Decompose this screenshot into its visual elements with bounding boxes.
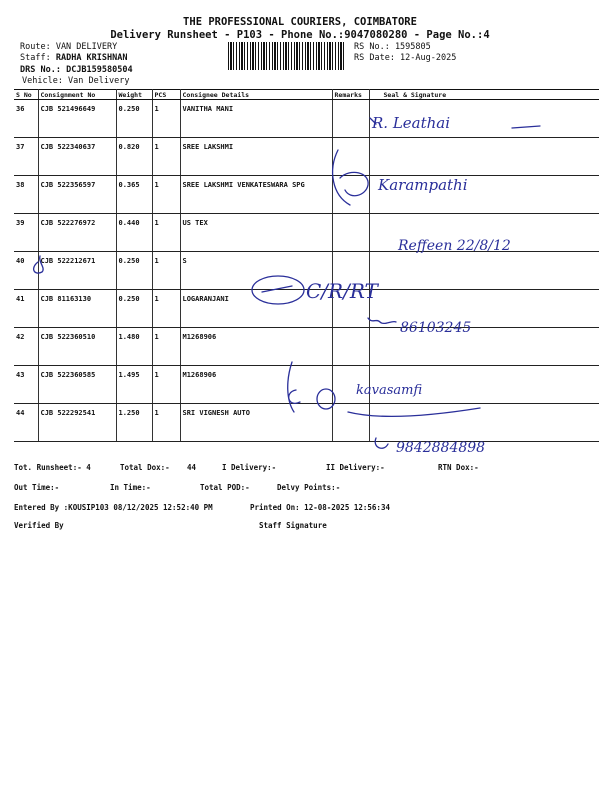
cell-pcs: 1: [152, 252, 180, 290]
cell-consignment: CJB 522360585: [38, 366, 116, 404]
signature-row-41: 86103245: [400, 320, 472, 336]
cell-consignee: M1268906: [180, 328, 332, 366]
signature-scribble: [375, 438, 388, 448]
cell-consignment: CJB 522360510: [38, 328, 116, 366]
cell-consignee: S: [180, 252, 332, 290]
cell-sno: 42: [14, 328, 38, 366]
cell-consignment: CJB 522356597: [38, 176, 116, 214]
rs-no: RS No.: 1595805: [354, 42, 431, 52]
col-consignment: Consignment No: [38, 90, 116, 100]
staff-label: Staff:: [20, 53, 51, 63]
cell-consignee: VANITHA MANI: [180, 100, 332, 138]
cell-sno: 40: [14, 252, 38, 290]
drs-label: DRS No.:: [20, 65, 61, 75]
cell-consignment: CJB 81163130: [38, 290, 116, 328]
stamp-row-40: C/R/RT: [306, 279, 378, 303]
col-consignee: Consignee Details: [180, 90, 332, 100]
verified-by: Verified By: [14, 521, 64, 530]
entered-by: Entered By :KOUSIP103 08/12/2025 12:52:40 PM: [14, 503, 213, 512]
cell-sno: 37: [14, 138, 38, 176]
signature-flourish: [348, 408, 480, 416]
rtn-dox: RTN Dox:-: [438, 463, 479, 472]
staff-signature: Staff Signature: [259, 521, 327, 530]
signature-row-36: R. Leathai: [372, 114, 451, 132]
printed-on: Printed On: 12-08-2025 12:56:34: [250, 503, 390, 512]
total-dox-value: 44: [187, 463, 197, 472]
vehicle-line: Vehicle: Van Delivery: [22, 76, 130, 86]
ii-delivery: II Delivery:-: [326, 463, 385, 472]
col-pcs: PCS: [152, 90, 180, 100]
cell-pcs: 1: [152, 176, 180, 214]
stamp-stroke: [262, 286, 292, 292]
cell-sno: 38: [14, 176, 38, 214]
row-40-mark: [34, 256, 43, 273]
rs-date: RS Date: 12-Aug-2025: [354, 53, 457, 63]
i-delivery: I Delivery:-: [222, 463, 277, 472]
total-runsheet: Tot. Runsheet:- 4: [14, 463, 91, 472]
cell-weight: 0.365: [116, 176, 152, 214]
cell-weight: 0.820: [116, 138, 152, 176]
cell-weight: 0.250: [116, 100, 152, 138]
cell-consignee: SREE LAKSHMI VENKATESWARA SPG: [180, 176, 332, 214]
signature-scribble: [333, 150, 368, 205]
cell-sno: 39: [14, 214, 38, 252]
drs-value: DCJB159580504: [66, 65, 133, 75]
total-pod: Total POD:-: [200, 483, 250, 492]
cell-pcs: 1: [152, 366, 180, 404]
col-remarks: Remarks: [332, 90, 369, 100]
cell-sno: 43: [14, 366, 38, 404]
route-line: Route: VAN DELIVERY: [20, 42, 118, 52]
col-weight: Weight: [116, 90, 152, 100]
signature-row-39: Reffeen 22/8/12: [398, 238, 511, 254]
cell-consignment: CJB 522340637: [38, 138, 116, 176]
cell-consignment: CJB 522276972: [38, 214, 116, 252]
staff-name: RADHA KRISHNAN: [55, 53, 128, 63]
company-title: THE PROFESSIONAL COURIERS, COIMBATORE: [183, 16, 417, 28]
cell-weight: 1.480: [116, 328, 152, 366]
total-dox-label: Total Dox:-: [120, 463, 170, 472]
cell-pcs: 1: [152, 328, 180, 366]
cell-consignee: LOGARANJANI: [180, 290, 332, 328]
cell-sno: 44: [14, 404, 38, 442]
in-time: In Time:-: [110, 483, 151, 492]
cell-sno: 36: [14, 100, 38, 138]
cell-weight: 1.495: [116, 366, 152, 404]
cell-pcs: 1: [152, 404, 180, 442]
cell-weight: 1.250: [116, 404, 152, 442]
cell-sno: 41: [14, 290, 38, 328]
cell-weight: 0.440: [116, 214, 152, 252]
runsheet-subtitle: Delivery Runsheet - P103 - Phone No.:9047080280 - Page No.:4: [110, 29, 490, 41]
out-time: Out Time:-: [14, 483, 60, 492]
cell-pcs: 1: [152, 290, 180, 328]
cell-weight: 0.250: [116, 290, 152, 328]
cell-pcs: 1: [152, 214, 180, 252]
delvy-points: Delvy Points:-: [277, 483, 341, 492]
cell-consignee: US TEX: [180, 214, 332, 252]
signature-loop: [317, 389, 335, 409]
signature-row-37: Karampathi: [378, 176, 468, 194]
cell-consignment: CJB 522292541: [38, 404, 116, 442]
cell-weight: 0.250: [116, 252, 152, 290]
col-seal-signature: Seal & Signature: [369, 90, 599, 100]
cell-consignment: CJB 521496649: [38, 100, 116, 138]
cell-consignee: M1268906: [180, 366, 332, 404]
signature-scribble: [288, 362, 300, 412]
stamp-circle: [252, 276, 304, 304]
signature-row-44: 9842884898: [396, 440, 486, 456]
cell-pcs: 1: [152, 100, 180, 138]
cell-consignee: SRI VIGNESH AUTO: [180, 404, 332, 442]
cell-pcs: 1: [152, 138, 180, 176]
signature-scribble: [368, 318, 396, 323]
cell-consignee: SREE LAKSHMI: [180, 138, 332, 176]
signature-row-43: kavasamfi: [356, 383, 423, 398]
cell-consignment: CJB 522212671: [38, 252, 116, 290]
col-sno: S No: [14, 90, 38, 100]
